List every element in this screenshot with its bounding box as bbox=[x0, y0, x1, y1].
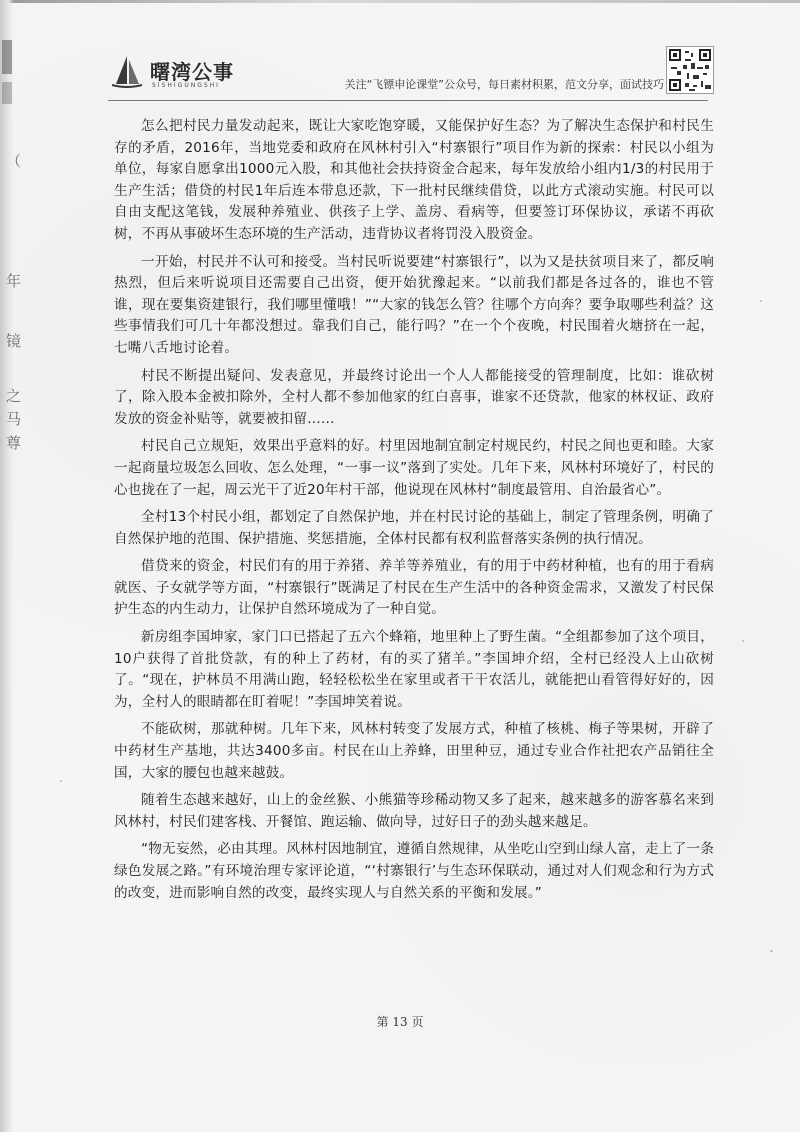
scan-edge-char: 年 bbox=[6, 272, 22, 290]
brand-name-latin: SISHIGUNGSHI bbox=[152, 82, 220, 89]
page-header bbox=[108, 50, 708, 102]
paragraph: 怎么把村民力量发动起来，既让大家吃饱穿暖，又能保护好生态？为了解决生态保护和村民生存的矛盾，2016年，当地党委和政府在风林村引入“村寨银行”项目作为新的探索：村民以小组为单位，每家自愿拿出1000元入股，和其他社会扶持资金合起来，每年发放给小组内1/3的村民用于生产生活；借贷的村民1年后连本带息还款，下一批村民继续借贷，以此方式滚动实施。村民可以自由支配这笔钱，发展种养殖业、供孩子上学、盖房、看病等，但要签订环保协议，承诺不再砍树，不再从事破坏生态环境的生产活动，违背协议者将罚没入股资金。 bbox=[114, 118, 714, 242]
paragraph: “物无妄然，必由其理。风林村因地制宜，遵循自然规律，从坐吃山空到山绿人富，走上了一条绿色发展之路。”有环境治理专家评论道，“‘村寨银行’与生态环保联动，通过对人们观念和行为方式的改变，进而影响自然的改变，最终实现人与自然关系的平衡和发展。” bbox=[114, 841, 714, 901]
qr-code-icon bbox=[666, 46, 714, 94]
scan-edge-char: 之 bbox=[6, 387, 22, 405]
paragraph: 随着生态越来越好，山上的金丝猴、小熊猫等珍稀动物又多了起来，越来越多的游客慕名来到风林村，村民们建客栈、开餐馆、跑运输、做向导，过好日子的劲头越来越足。 bbox=[114, 792, 714, 830]
scan-speck bbox=[742, 640, 744, 642]
scan-edge-char: （ bbox=[6, 152, 22, 170]
scan-edge-char: 尊 bbox=[6, 434, 22, 452]
scan-speck bbox=[760, 300, 762, 302]
scan-left-edge bbox=[0, 0, 22, 1132]
paragraph: 新房组李国坤家，家门口已搭起了五六个蜂箱，地里种上了野生菌。“全组都参加了这个项目，10户获得了首批贷款，有的种上了药材，有的买了猪羊。”李国坤介绍，全村已经没人上山砍树了。“现在，护林员不用满山跑，轻轻松松坐在家里或者干干农活儿，就能把山看管得好好的，因为，全村人的眼睛都在盯着呢！”李国坤笑着说。 bbox=[114, 629, 714, 710]
scan-edge-char: 马 bbox=[6, 410, 22, 428]
brand-name: 曙湾公事 bbox=[150, 60, 234, 84]
page-number: 第 13 页 bbox=[376, 1015, 424, 1029]
scan-edge-mark bbox=[2, 82, 12, 104]
paragraph: 不能砍树，那就种树。几年下来，风林村转变了发展方式，种植了核桃、梅子等果树，开辟了中药材生产基地，共达3400多亩。村民在山上养蜂，田里种豆，通过专业合作社把农产品销往全国，大家的腰包也越来越鼓。 bbox=[114, 721, 714, 781]
paragraph: 全村13个村民小组，都划定了自然保护地，并在村民讨论的基础上，制定了管理条例，明确了自然保护地的范围、保护措施、奖惩措施，全体村民都有权利监督落实条例的执行情况。 bbox=[114, 509, 714, 547]
paragraph: 村民不断提出疑问、发表意见，并最终讨论出一个人人都能接受的管理制度，比如：谁砍树了，除入股本金被扣除外，全村人都不参加他家的红白喜事，谁家不还贷款，他家的林权证、政府发放的资金补贴等，就要被扣留…… bbox=[114, 367, 714, 427]
sail-logo-icon bbox=[110, 54, 144, 88]
paragraph: 村民自己立规矩，效果出乎意料的好。村里因地制宜制定村规民约，村民之间也更和睦。大家一起商量垃圾怎么回收、怎么处理，“一事一议”落到了实处。几年下来，风林村环境好了，村民的心也拢在了一起，周云光干了近20年村干部，他说现在风林村“制度最管用、自治最省心”。 bbox=[114, 438, 714, 498]
article-body bbox=[114, 116, 714, 910]
scan-speck bbox=[60, 780, 62, 782]
scan-speck bbox=[770, 950, 773, 952]
paragraph: 借贷来的资金，村民们有的用于养猪、养羊等养殖业，有的用于中药材种植，也有的用于看病就医、子女就学等方面，“村寨银行”既满足了村民在生产生活中的各种资金需求，又激发了村民保护生态的内生动力，让保护自然环境成为了一种自觉。 bbox=[114, 558, 714, 618]
scan-top-edge bbox=[0, 0, 800, 3]
scan-edge-char: 镜 bbox=[6, 332, 22, 350]
header-divider bbox=[108, 100, 708, 101]
paragraph: 一开始，村民并不认可和接受。当村民听说要建“村寨银行”，以为又是扶贫项目来了，都反响热烈，但后来听说项目还需要自己出资，便开始犹豫起来。“以前我们都是各过各的，谁也不管谁，现在要集资建银行，我们哪里懂哦！”“大家的钱怎么管？往哪个方向奔？要争取哪些利益？这些事情我们可几十年都没想过。靠我们自己，能行吗？”在一个个夜晚，村民围着火塘挤在一起，七嘴八舌地讨论着。 bbox=[114, 253, 714, 356]
scan-edge-mark bbox=[2, 40, 12, 74]
header-slogan: 关注“飞镖申论课堂”公众号，每日素材积累，范文分享，面试技巧 bbox=[344, 78, 664, 91]
